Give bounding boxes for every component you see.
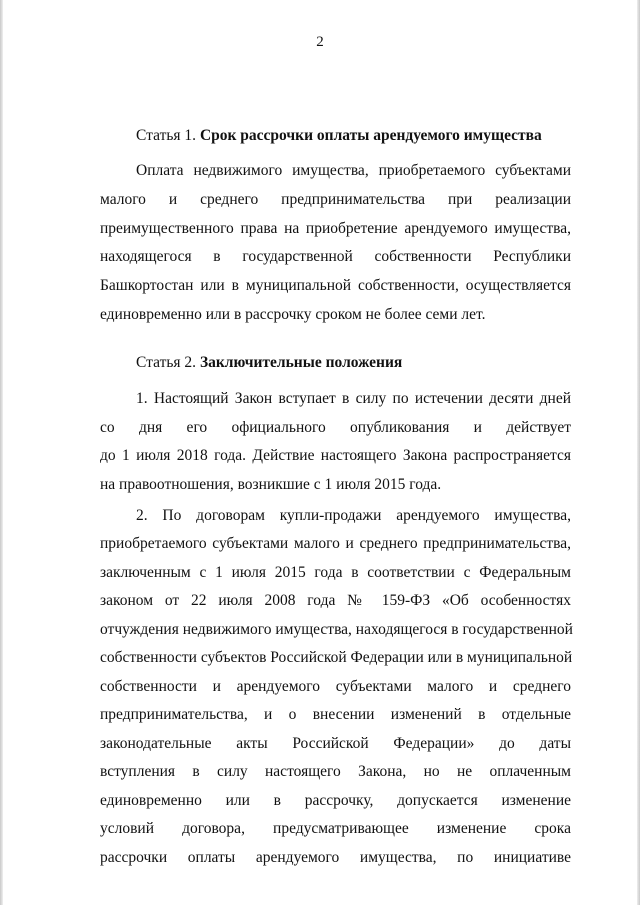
article-2-p2-line: собственности субъектов Российской Федерации или в муниципальной <box>100 649 573 666</box>
article-2-p2-line: заключенным с 1 июля 2015 года в соответствии с Федеральным <box>100 564 571 581</box>
article-2-p1-line: на правоотношения, возникшие с 1 июля 2015 года. <box>100 476 442 493</box>
article-1-line: находящегося в государственной собственности Республики <box>100 248 571 265</box>
article-2-p1-line: 1. Настоящий Закон вступает в силу по истечении десяти дней <box>136 390 571 407</box>
article-1-line: Башкортостан или в муниципальной собственности, осуществляется <box>100 277 571 294</box>
article-1-line: преимущественного права на приобретение арендуемого имущества, <box>100 220 571 237</box>
article-2-p2-line: единовременно или в рассрочку, допускается изменение <box>100 792 571 809</box>
article-2-p2-line: 2. По договорам купли-продажи арендуемого имущества, <box>136 507 571 524</box>
article-1-line: единовременно или в рассрочку сроком не более семи лет. <box>100 306 486 323</box>
article-2-p1-line: со дня его официального опубликования и действует <box>100 419 571 436</box>
article-2-prefix: Статья 2. <box>136 354 197 371</box>
article-1-prefix: Статья 1. <box>136 127 197 144</box>
article-1-line: Оплата недвижимого имущества, приобретаемого субъектами <box>136 162 571 179</box>
article-2-p2-line: отчуждения недвижимого имущества, находящегося в государственной <box>100 621 573 638</box>
article-2-heading <box>136 354 402 372</box>
article-1-title: Срок рассрочки оплаты арендуемого имущества <box>199 127 542 144</box>
article-1-line: малого и среднего предпринимательства при реализации <box>100 191 571 208</box>
article-2-p2-line: приобретаемого субъектами малого и среднего предпринимательства, <box>100 535 571 552</box>
page-number: 2 <box>316 34 324 50</box>
article-2-p2-line: законодательные акты Российской Федерации» до даты <box>100 735 571 752</box>
article-2-p2-line: предпринимательства, и о внесении изменений в отдельные <box>100 706 571 723</box>
article-2-p1-line: до 1 июля 2018 года. Действие настоящего Закона распространяется <box>100 447 571 464</box>
article-2-p2-line: собственности и арендуемого субъектами малого и среднего <box>100 678 571 695</box>
article-2-title: Заключительные положения <box>199 354 403 371</box>
article-2-p2-line: вступления в силу настоящего Закона, но не оплаченным <box>100 763 571 780</box>
scan-edge-left <box>0 0 3 905</box>
article-2-p2-line: рассрочки оплаты арендуемого имущества, по инициативе <box>100 849 571 866</box>
article-2-p2-line: условий договора, предусматривающее изменение срока <box>100 820 571 837</box>
article-1-heading <box>136 127 542 145</box>
article-2-p2-line: законом от 22 июля 2008 года № 159-ФЗ «Об особенностях <box>100 592 571 609</box>
